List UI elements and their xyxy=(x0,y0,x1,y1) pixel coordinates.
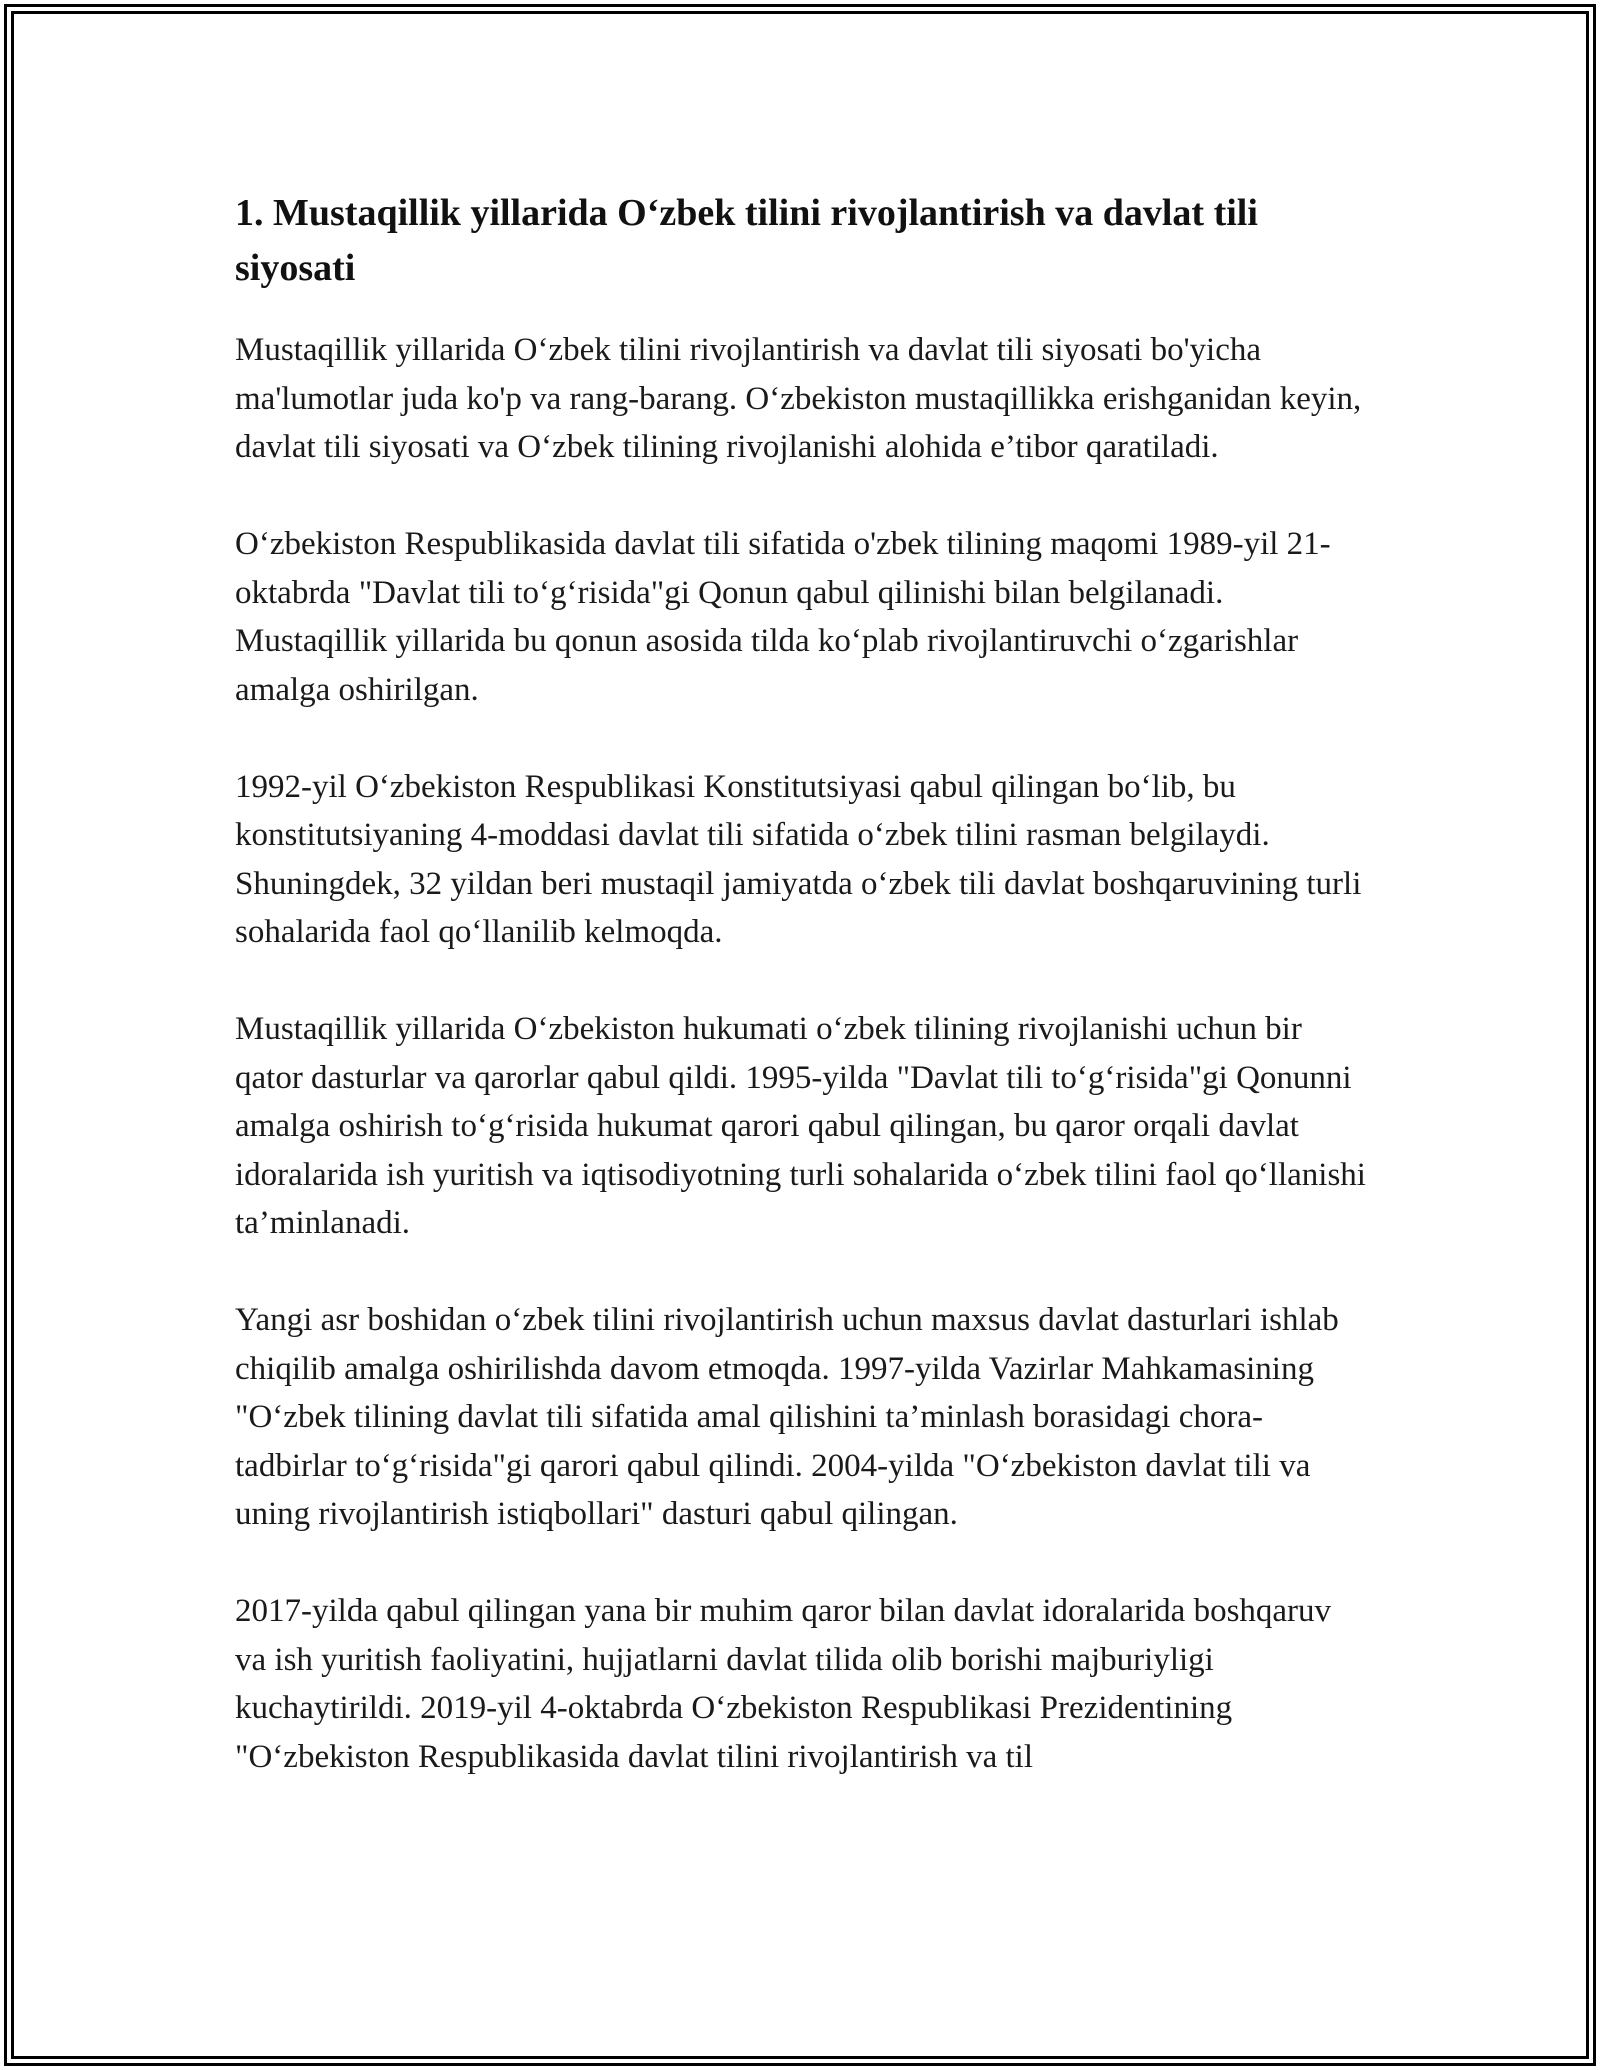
paragraph-2: O‘zbekiston Respublikasida davlat tili sifatida o'zbek tilining maqomi 1989-yil 21-oktabrda "Davlat tili to‘g‘risida"gi Qonun qabul qilinishi bilan belgilanadi. Mustaqillik yillarida bu qonun asosida tilda ko‘plab rivojlantiruvchi o‘zgarishlar amalga oshirilgan. xyxy=(235,526,1331,708)
paragraph-6: 2017-yilda qabul qilingan yana bir muhim qaror bilan davlat idoralarida boshqaruv va ish yuritish faoliyatini, hujjatlarni davlat tilida olib borishi majburiyligi kuchaytirildi. 2019-yil 4-oktabrda O‘zbekiston Respublikasi Prezidentining "O‘zbekiston Respublikasida davlat tilini rivojlantirish va til xyxy=(235,1593,1332,1775)
paragraph-5: Yangi asr boshidan o‘zbek tilini rivojlantirish uchun maxsus davlat dasturlari ishlab chiqilib amalga oshirilishda davom etmoqda. 1997-yilda Vazirlar Mahkamasining "O‘zbek tilining davlat tili sifatida amal qilishini ta’minlash borasidagi chora-tadbirlar to‘g‘risida"gi qarori qabul qilindi. 2004-yilda "O‘zbekiston davlat tili va uning rivojlantirish istiqbollari" dasturi qabul qilingan. xyxy=(235,1302,1339,1532)
paragraph-3: 1992-yil O‘zbekiston Respublikasi Konstitutsiyasi qabul qilingan bo‘lib, bu konstitutsiyaning 4-moddasi davlat tili sifatida o‘zbek tilini rasman belgilaydi. Shuningdek, 32 yildan beri mustaqil jamiyatda o‘zbek tili davlat boshqaruvining turli sohalarida faol qo‘llanilib kelmoqda. xyxy=(235,768,1362,950)
paragraph-4: Mustaqillik yillarida O‘zbekiston hukumati o‘zbek tilining rivojlanishi uchun bir qator dasturlar va qarorlar qabul qildi. 1995-yilda "Davlat tili to‘g‘risida"gi Qonunni amalga oshirish to‘g‘risida hukumat qarori qabul qilingan, bu qaror orqali davlat idoralarida ish yuritish va iqtisodiyotning turli sohalarida o‘zbek tilini faol qo‘llanishi ta’minlanadi. xyxy=(235,1011,1366,1241)
paragraph-1: Mustaqillik yillarida O‘zbek tilini rivojlantirish va davlat tili siyosati bo'yicha ma'lumotlar juda ko'p va rang-barang. O‘zbekiston mustaqillikka erishganidan keyin, davlat tili siyosati va O‘zbek tilining rivojlanishi alohida e’tibor qaratiladi. xyxy=(235,332,1362,465)
document-title: 1. Mustaqillik yillarida O‘zbek tilini rivojlantirish va davlat tili siyosati xyxy=(235,192,1258,289)
document-body xyxy=(235,186,1370,1830)
